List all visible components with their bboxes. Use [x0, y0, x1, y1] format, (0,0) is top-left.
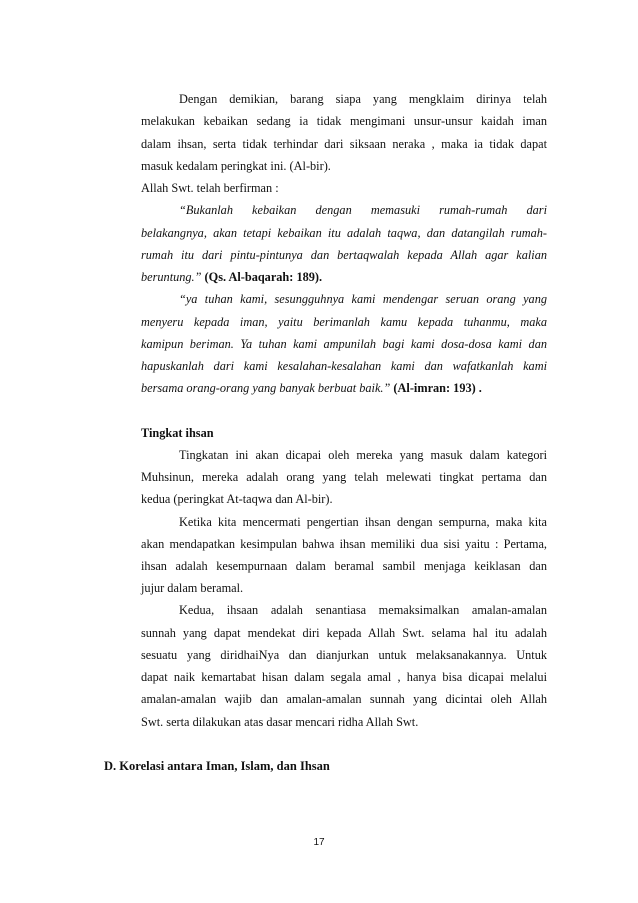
quote-reference: (Al-imran: 193) . — [393, 381, 482, 395]
section-heading: D. Korelasi antara Iman, Islam, dan Ihsan — [104, 759, 330, 773]
paragraph-line: dalam ihsan, serta tidak terhindar dari siksaan neraka , maka ia tidak dapat — [141, 137, 547, 151]
paragraph-line: amalan-amalan wajib dan amalan-amalan sunnah yang dicintai oleh Allah — [141, 692, 547, 706]
quote-text: bersama orang-orang yang banyak berbuat baik.” — [141, 381, 391, 395]
quote-line: hapuskanlah dari kami kesalahan-kesalahan kami dan wafatkanlah kami — [141, 359, 547, 373]
paragraph-line: Tingkatan ini akan dicapai oleh mereka yang masuk dalam kategori — [179, 448, 547, 462]
paragraph-line: sesuatu yang diridhaiNya dan dianjurkan untuk melaksanakannya. Untuk — [141, 648, 547, 662]
paragraph-line: masuk kedalam peringkat ini. (Al-bir). — [141, 159, 331, 173]
paragraph-line: sunnah yang dapat mendekat diri kepada Allah Swt. selama hal itu adalah — [141, 626, 547, 640]
quote-reference: (Qs. Al-baqarah: 189). — [204, 270, 323, 284]
paragraph-line: Allah Swt. telah berfirman : — [141, 181, 279, 195]
paragraph-line: dapat naik kemartabat hisan dalam segala amal , hanya bisa dicapai melalui — [141, 670, 547, 684]
paragraph-line: melakukan kebaikan sedang ia tidak mengimani unsur-unsur kaidah iman — [141, 114, 547, 128]
paragraph-line: Muhsinun, mereka adalah orang yang telah melewati tingkat pertama dan — [141, 470, 547, 484]
quote-line: menyeru kepada iman, yaitu berimanlah kamu kepada tuhanmu, maka — [141, 315, 547, 329]
paragraph-line: Ketika kita mencermati pengertian ihsan dengan sempurna, maka kita — [179, 515, 547, 529]
quote-line: belakangnya, akan tetapi kebaikan itu adalah taqwa, dan datangilah rumah- — [141, 226, 547, 240]
quote-text: beruntung.” — [141, 270, 202, 284]
quote-line: “Bukanlah kebaikan dengan memasuki rumah-rumah dari — [179, 203, 547, 217]
quote-line: kamipun beriman. Ya tuhan kami ampunilah bagi kami dosa-dosa kami dan — [141, 337, 547, 351]
paragraph-line: jujur dalam beramal. — [141, 581, 244, 595]
paragraph-line: Kedua, ihsaan adalah senantiasa memaksimalkan amalan-amalan — [179, 603, 547, 617]
quote-line: “ya tuhan kami, sesungguhnya kami mendengar seruan orang yang — [179, 292, 547, 306]
page-number: 17 — [313, 837, 325, 848]
paragraph-line: Swt. serta dilakukan atas dasar mencari ridha Allah Swt. — [141, 715, 419, 729]
paragraph-line: Dengan demikian, barang siapa yang mengklaim dirinya telah — [179, 92, 547, 106]
quote-line — [141, 381, 547, 396]
paragraph-line: kedua (peringkat At-taqwa dan Al-bir). — [141, 492, 333, 506]
quote-line: rumah itu dari pintu-pintunya dan bertaqwalah kepada Allah agar kalian — [141, 248, 547, 262]
paragraph-line: akan mendapatkan kesimpulan bahwa ihsan memiliki dua sisi yaitu : Pertama, — [141, 537, 547, 551]
paragraph-line: ihsan adalah kesempurnaan dalam beramal sambil menjaga keiklasan dan — [141, 559, 547, 573]
subheading: Tingkat ihsan — [141, 426, 214, 440]
quote-line — [141, 270, 547, 285]
